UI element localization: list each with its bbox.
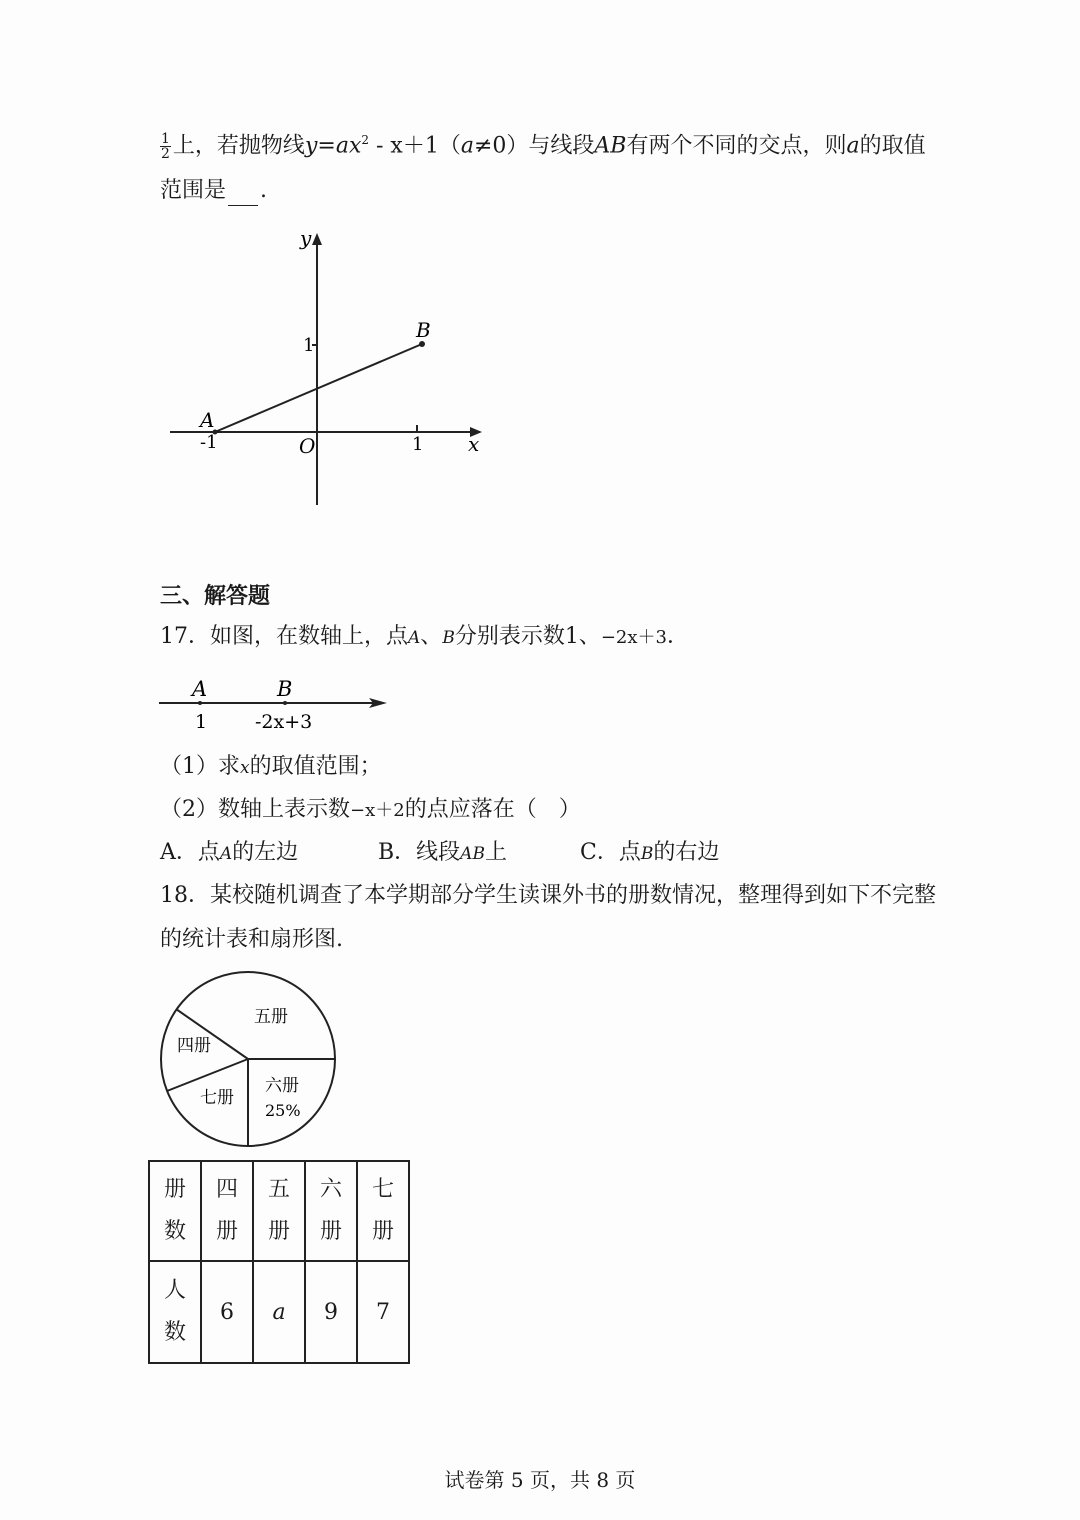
coordinate-graph [160, 225, 500, 515]
stats-table [148, 1160, 410, 1364]
math-var: B [640, 844, 654, 864]
text-segment: . [260, 178, 268, 203]
text-segment: 有两个不同的交点，则 [626, 133, 847, 159]
text-segment: 的点应落在（ ） [404, 797, 581, 822]
text-segment: C．点 [580, 840, 641, 865]
math-var: AB [460, 844, 485, 864]
math-var: a [846, 133, 860, 159]
slice-label-six: 六册 [265, 1076, 299, 1096]
y-tick-label: 1 [303, 335, 315, 356]
answer-blank[interactable] [228, 185, 258, 206]
q17-sub2 [160, 795, 581, 826]
point-a-label: A [192, 677, 208, 701]
text-segment: 上，若抛物线 [172, 133, 305, 159]
q17-stem [160, 622, 689, 653]
point-a-marker [198, 701, 202, 705]
math-exponent: 2 [361, 133, 369, 147]
text-segment: ． [666, 624, 689, 649]
slice-label-seven: 七册 [200, 1088, 234, 1108]
cell-char: 数 [163, 1219, 186, 1244]
x-axis-label: x [468, 432, 480, 456]
cell-char: 七 [371, 1177, 394, 1202]
text-segment: 范围是 [160, 178, 227, 203]
point-a-label: A [200, 408, 215, 432]
text-segment: （2）数轴上表示数 [160, 797, 350, 822]
text-segment: 如图，在数轴上，点 [210, 624, 409, 649]
option-a[interactable] [160, 838, 378, 869]
slice-label-four: 四册 [177, 1036, 211, 1056]
math-var: a [335, 133, 349, 159]
q17-sub1 [160, 752, 382, 783]
cell-char: 四 [215, 1177, 238, 1202]
table-row [149, 1261, 409, 1363]
text-segment: A．点 [160, 840, 220, 865]
pie-divider [167, 1059, 248, 1091]
table-cell [201, 1161, 253, 1261]
point-a-value: 1 [195, 711, 208, 733]
fraction-numerator: 1 [161, 130, 170, 147]
y-axis-arrow-icon [312, 233, 322, 245]
problem16-line1 [160, 125, 926, 161]
table-cell [149, 1161, 201, 1261]
math-var: AB [594, 133, 627, 159]
fraction-denominator: 2 [161, 145, 170, 162]
x-tick-label: 1 [412, 434, 424, 455]
point-b-label: B [277, 677, 293, 701]
table-cell [305, 1161, 357, 1261]
text-segment: 上 [484, 840, 507, 865]
cell-char: 册 [163, 1177, 186, 1202]
q18-line2: 的统计表和扇形图. [160, 927, 343, 952]
question-number: 17． [160, 624, 210, 649]
page-footer: 试卷第 5 页，共 8 页 [444, 1468, 636, 1492]
math-op: = [317, 133, 336, 159]
q18-line1: 18．某校随机调查了本学期部分学生读课外书的册数情况，整理得到如下不完整 [160, 883, 936, 908]
text-segment: 的左边 [232, 840, 299, 865]
slice-label-five: 五册 [254, 1007, 288, 1027]
point-b-label: B [416, 318, 431, 342]
math-expr: - x＋1（ [369, 133, 461, 159]
table-cell [253, 1161, 305, 1261]
table-cell: 6 [201, 1261, 253, 1363]
math-var: x [348, 133, 362, 159]
number-line [155, 670, 400, 740]
math-var: a [460, 133, 474, 159]
cell-char: 册 [215, 1219, 238, 1244]
text-segment: 分别表示数1、 [454, 624, 601, 649]
cell-char: 五 [267, 1177, 290, 1202]
pie-chart [150, 966, 350, 1156]
table-header-row [149, 1161, 409, 1261]
slice-percent-six: 25% [265, 1101, 301, 1120]
origin-label: O [299, 434, 316, 458]
cell-char: 册 [267, 1219, 290, 1244]
text-segment: ≠0）与线段 [473, 133, 595, 159]
table-cell [357, 1161, 409, 1261]
text-segment: 的右边 [653, 840, 720, 865]
point-b-marker [283, 701, 287, 705]
fraction-half [160, 132, 171, 161]
cell-char: 册 [319, 1219, 342, 1244]
section-title: 三、解答题 [160, 583, 271, 609]
math-var: x [240, 758, 250, 778]
math-var: B [442, 628, 455, 648]
point-b-value: -2x+3 [255, 711, 313, 733]
cell-char: 数 [163, 1320, 186, 1345]
table-cell [149, 1261, 201, 1363]
problem16-line2 [160, 176, 267, 206]
cell-char: 册 [371, 1219, 394, 1244]
table-cell: a [253, 1261, 305, 1363]
table-cell: 9 [305, 1261, 357, 1363]
y-axis-label: y [300, 226, 312, 250]
math-var: y [304, 133, 318, 159]
text-segment: 、 [420, 624, 443, 649]
text-segment: （1）求 [160, 754, 240, 779]
cell-char: 人 [163, 1278, 186, 1303]
option-b[interactable] [378, 838, 580, 869]
math-expr: −2x＋3 [600, 627, 667, 648]
segment-ab [215, 344, 422, 432]
text-segment: 的取值范围； [249, 754, 382, 779]
x-tick-label-neg: -1 [200, 432, 218, 453]
option-c[interactable] [580, 838, 719, 869]
text-segment: 的取值 [859, 133, 926, 159]
cell-char: 六 [319, 1177, 342, 1202]
q17-options [160, 838, 719, 869]
math-expr: −x＋2 [350, 800, 405, 821]
table-cell: 7 [357, 1261, 409, 1363]
math-var: A [408, 628, 421, 648]
text-segment: B．线段 [378, 840, 461, 865]
math-var: A [219, 844, 233, 864]
